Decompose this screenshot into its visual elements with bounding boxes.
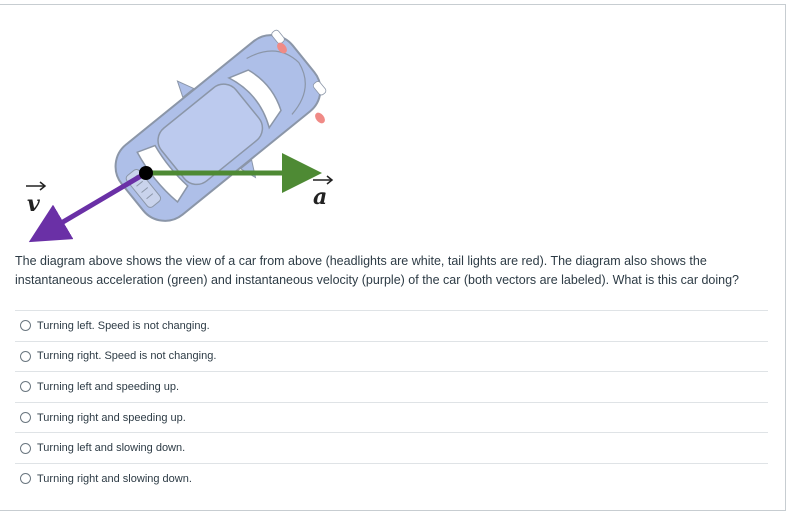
answer-option[interactable]	[15, 371, 768, 402]
velocity-label-text: v	[27, 191, 40, 217]
radio-icon[interactable]	[20, 320, 31, 331]
acceleration-label-text: a	[313, 184, 328, 210]
question-text: The diagram above shows the view of a car from above (headlights are white, tail lights are red). The diagram also shows the instantaneous acceleration (green) and instantaneous velocity (purple) of the car (both vectors are labeled). What is this car doing?	[15, 254, 740, 287]
radio-icon[interactable]	[20, 381, 31, 392]
answer-list	[15, 310, 768, 494]
answer-option[interactable]	[15, 310, 768, 341]
car-icon	[93, 20, 342, 245]
radio-icon[interactable]	[20, 412, 31, 423]
answer-label: Turning right and slowing down.	[37, 472, 192, 485]
radio-icon[interactable]	[20, 473, 31, 484]
car-diagram	[0, 20, 786, 250]
answer-option[interactable]	[15, 341, 768, 372]
radio-icon[interactable]	[20, 443, 31, 454]
tail-light-icon	[313, 111, 327, 125]
vector-origin-dot	[139, 166, 153, 180]
answer-option[interactable]	[15, 432, 768, 463]
radio-icon[interactable]	[20, 351, 31, 362]
answer-label: Turning left and slowing down.	[37, 442, 186, 455]
answer-label: Turning right. Speed is not changing.	[37, 350, 217, 363]
acceleration-label	[313, 176, 332, 210]
velocity-vector-arrow	[46, 173, 146, 232]
answer-label: Turning left and speeding up.	[37, 380, 180, 393]
velocity-label	[26, 182, 45, 217]
answer-option[interactable]	[15, 463, 768, 494]
answer-label: Turning left. Speed is not changing.	[37, 319, 210, 332]
answer-label: Turning right and speeding up.	[37, 411, 186, 424]
answer-option[interactable]	[15, 402, 768, 433]
